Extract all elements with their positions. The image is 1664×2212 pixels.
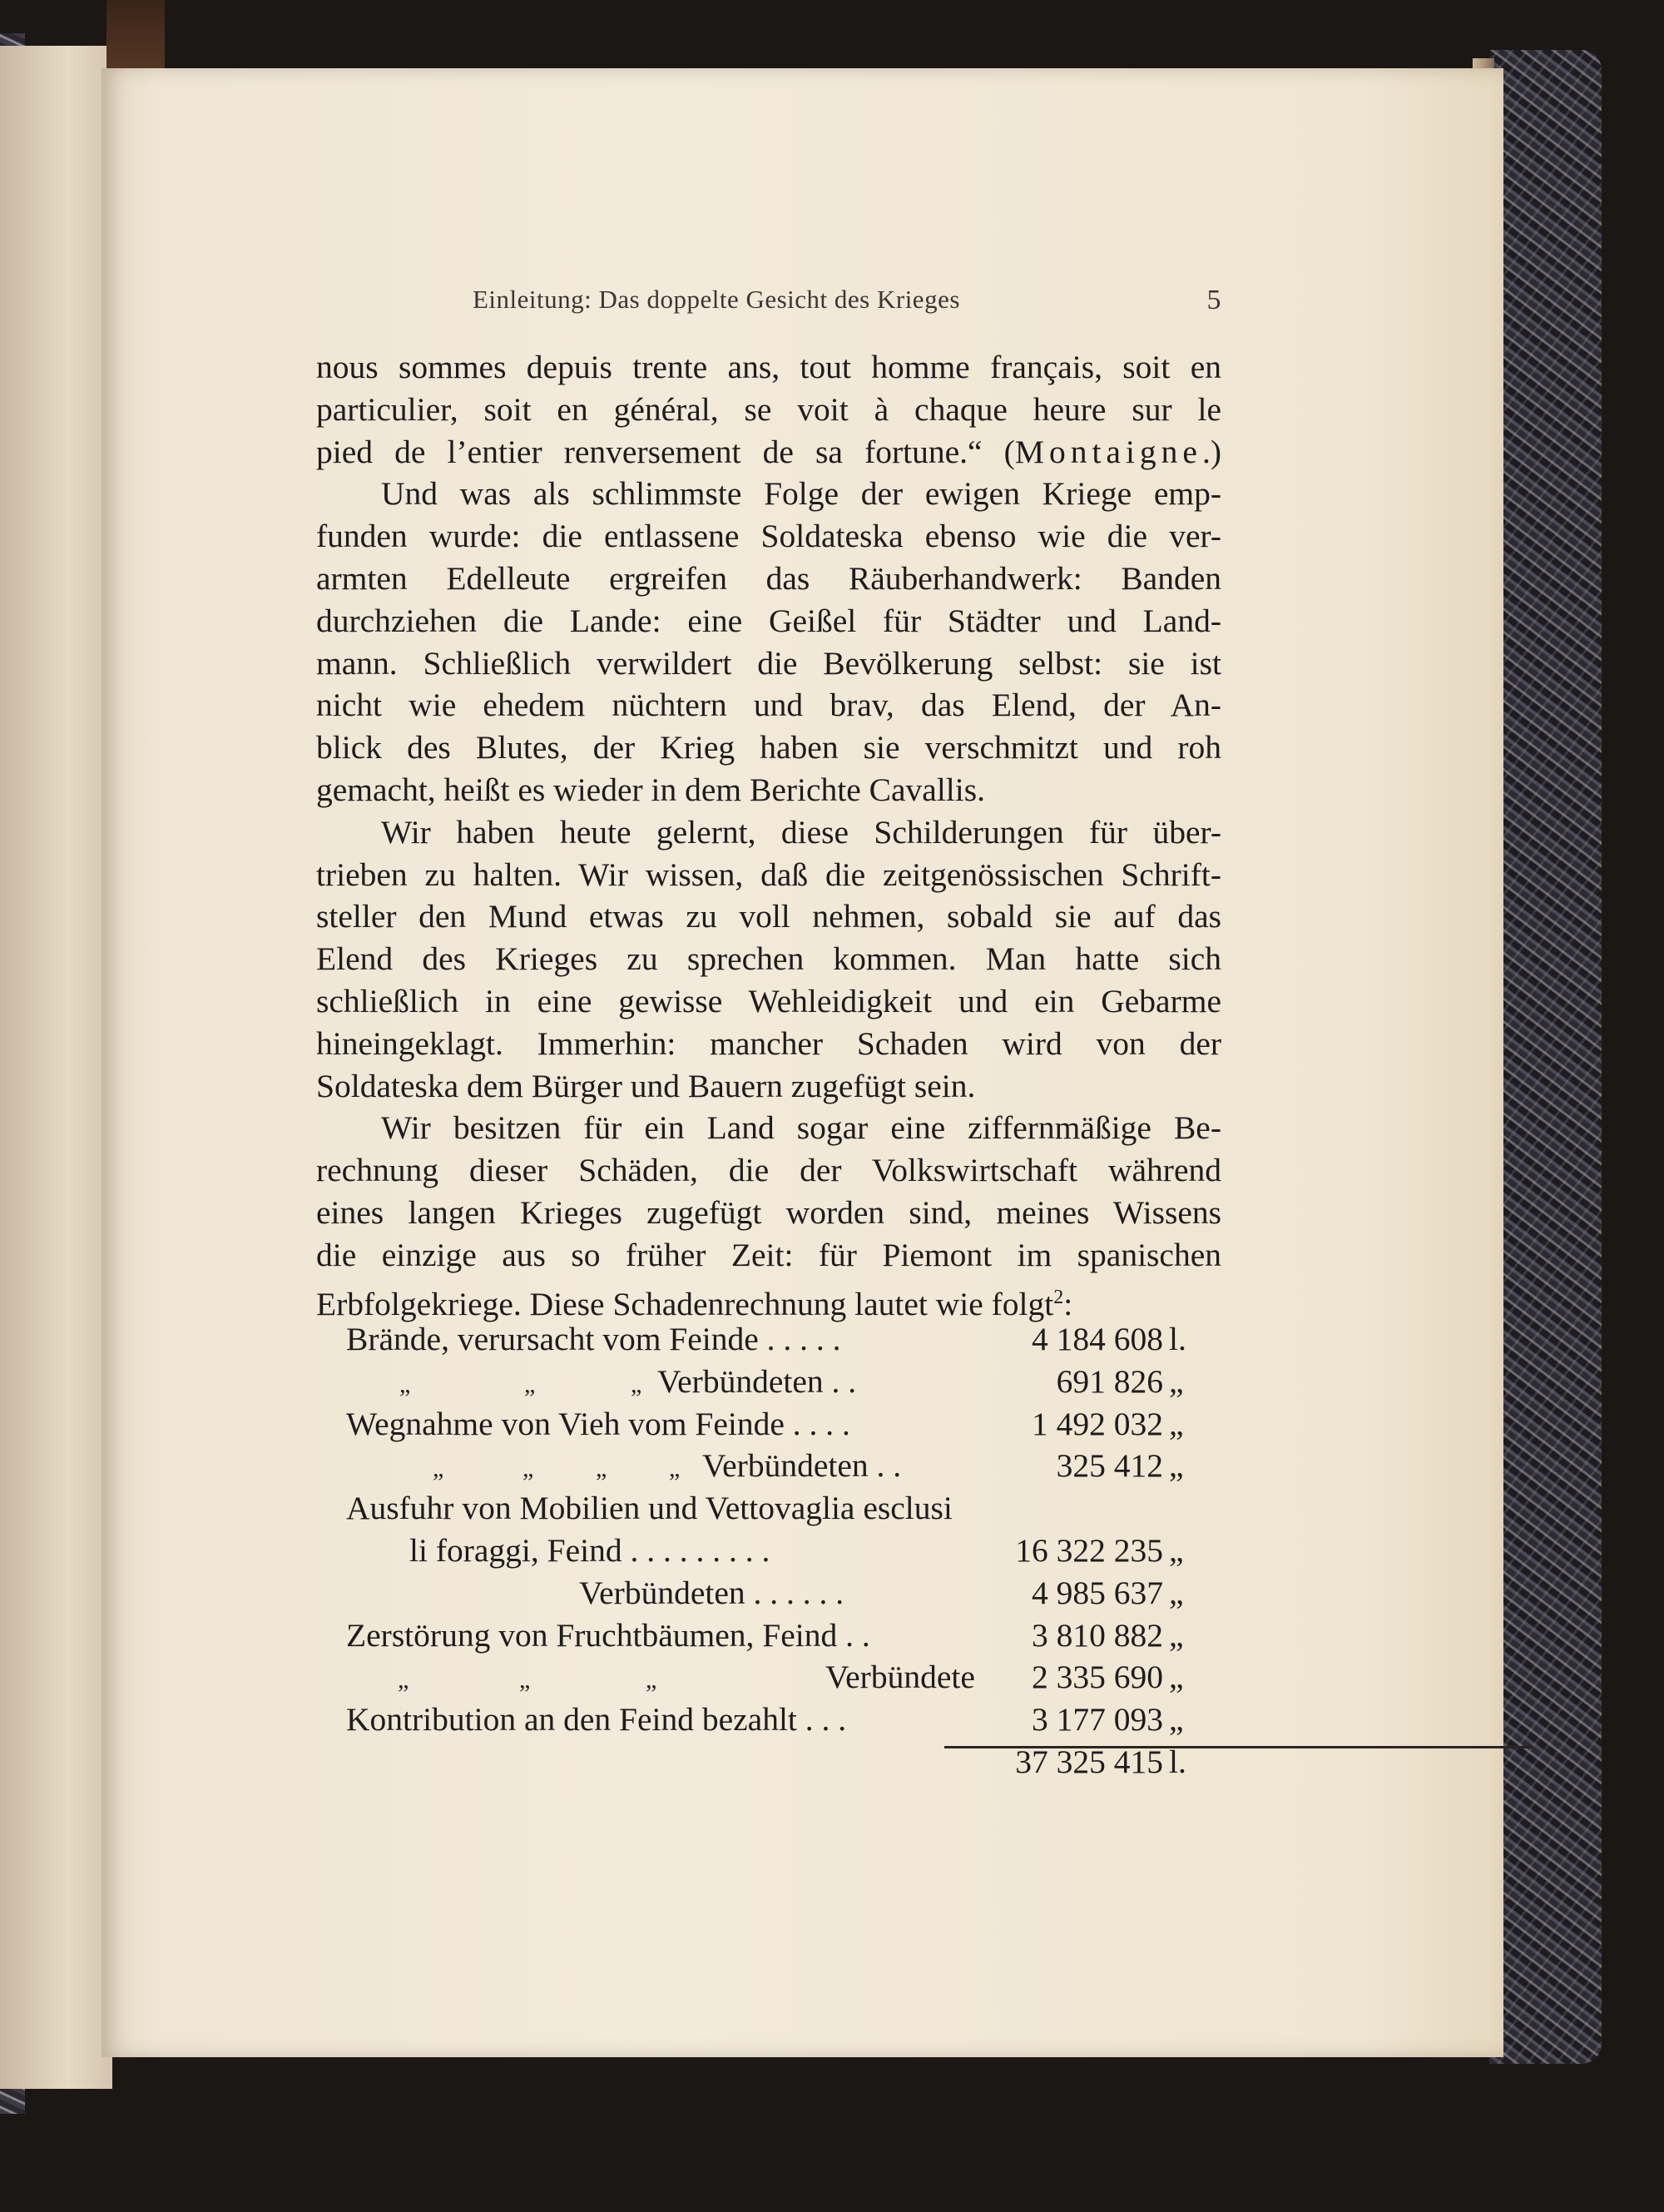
text-line: armten Edelleute ergreifen das Räuberhandwerk: Banden <box>316 559 1221 597</box>
ledger-total-row <box>316 1741 1221 1783</box>
ditto-mark: „ <box>519 1666 531 1694</box>
ledger-unit: „ <box>1169 1574 1184 1611</box>
ledger-unit: „ <box>1169 1659 1184 1696</box>
ledger-row <box>316 1361 1221 1403</box>
ledger-label: Verbündeten . . <box>702 1447 902 1485</box>
ledger-total-amount: 37 325 415 <box>1015 1743 1163 1780</box>
ledger-row <box>316 1572 1221 1614</box>
ledger-label: Verbündeten . . <box>657 1362 857 1400</box>
running-header <box>473 285 1238 326</box>
ledger-amount: 1 492 032 <box>1032 1405 1163 1442</box>
text-line: Elend des Krieges zu sprechen kommen. Man hatte sich <box>316 940 1221 978</box>
ledger-row <box>316 1318 1221 1361</box>
text-line: hineingeklagt. Immerhin: mancher Schaden wird von der <box>316 1024 1221 1062</box>
ledger-label: Ausfuhr von Mobilien und Vettovaglia esclusi <box>346 1490 953 1527</box>
ledger-row <box>316 1656 1221 1699</box>
book-cover-binding <box>1489 50 1602 2064</box>
ditto-mark: „ <box>524 1370 536 1398</box>
ledger-amount: 3 177 093 <box>1032 1701 1163 1738</box>
text-line: schließlich in eine gewisse Wehleidigkeit und ein Gebarme <box>316 982 1221 1019</box>
ledger-row <box>316 1487 1221 1530</box>
ledger-label: Verbündete <box>825 1659 975 1696</box>
footnote-mark: 2 <box>1053 1286 1064 1308</box>
ledger-unit: „ <box>1169 1362 1184 1400</box>
ditto-mark: „ <box>433 1455 444 1483</box>
ledger-label: Brände, verursacht vom Feinde . . . . . <box>346 1321 841 1357</box>
ditto-mark: „ <box>398 1666 409 1694</box>
ledger-unit: „ <box>1169 1701 1184 1738</box>
ledger-label: Zerstörung von Fruchtbäumen, Feind . . <box>346 1616 870 1654</box>
text-line: eines langen Krieges zugefügt worden sind, meines Wissens <box>316 1193 1221 1231</box>
text-line <box>316 431 1221 474</box>
text-line: mann. Schließlich verwildert die Bevölkerung selbst: sie ist <box>316 644 1221 682</box>
ledger-unit: „ <box>1169 1405 1184 1442</box>
text-line: durchziehen die Lande: eine Geißel für Städter und Land- <box>316 602 1221 639</box>
text-segment: Erbfolgekriege. Diese Schadenrechnung lautet wie folgt <box>316 1285 1054 1322</box>
text-line <box>316 1277 1221 1322</box>
ledger-unit: l. <box>1169 1321 1186 1357</box>
ledger-row <box>316 1445 1221 1487</box>
text-line: particulier, soit en général, se voit à chaque heure sur le <box>316 390 1221 428</box>
ledger-label: Kontribution an den Feind bezahlt . . . <box>346 1701 847 1738</box>
text-line: funden wurde: die entlassene Soldateska ebenso wie die ver- <box>316 518 1221 555</box>
ledger-total-unit: l. <box>1169 1743 1186 1780</box>
ledger-amount: 2 335 690 <box>1032 1659 1163 1696</box>
ledger-amount: 4 184 608 <box>1032 1321 1163 1357</box>
ditto-mark: „ <box>646 1666 657 1694</box>
ditto-mark: „ <box>669 1455 681 1483</box>
text-line: Wir haben heute gelernt, diese Schilderungen für über- <box>381 813 1221 851</box>
text-line: gemacht, heißt es wieder in dem Berichte Cavallis. <box>316 771 986 808</box>
ledger-row <box>316 1614 1221 1657</box>
author-name: Montaigne <box>1014 433 1202 470</box>
damage-ledger <box>316 1318 1221 1783</box>
ledger-amount: 3 810 882 <box>1032 1616 1163 1654</box>
ledger-row <box>316 1530 1221 1572</box>
text-line: rechnung dieser Schäden, die der Volkswirtschaft während <box>316 1152 1221 1189</box>
text-segment: pied de l’entier renversement de sa fortune.“ ( <box>316 433 1015 470</box>
ledger-label: Wegnahme von Vieh vom Feinde . . . . <box>346 1405 850 1442</box>
body-text <box>316 346 1221 1322</box>
facing-page-edge <box>0 46 112 2089</box>
ditto-mark: „ <box>596 1455 607 1483</box>
text-line: trieben zu halten. Wir wissen, daß die zeitgenössischen Schrift- <box>316 856 1221 893</box>
ledger-row <box>316 1403 1221 1446</box>
ditto-mark: „ <box>399 1370 411 1398</box>
ledger-unit: „ <box>1169 1531 1184 1569</box>
text-line: steller den Mund etwas zu voll nehmen, sobald sie auf das <box>316 898 1221 935</box>
text-line: die einzige aus so früher Zeit: für Piemont im spanischen <box>316 1236 1221 1273</box>
ledger-unit: „ <box>1169 1447 1184 1485</box>
text-segment: .) <box>1201 433 1221 470</box>
text-line: Soldateska dem Bürger und Bauern zugefügt sein. <box>316 1067 976 1104</box>
page-number: 5 <box>1206 285 1221 315</box>
text-segment: : <box>1063 1285 1073 1322</box>
running-title: Einleitung: Das doppelte Gesicht des Krieges <box>473 285 960 314</box>
text-line: Wir besitzen für ein Land sogar eine ziffernmäßige Be- <box>381 1109 1221 1147</box>
ledger-amount: 4 985 637 <box>1032 1574 1163 1611</box>
ledger-label: Verbündeten . . . . . . <box>579 1574 844 1611</box>
text-line: Und was als schlimmste Folge der ewigen Kriege emp- <box>381 475 1221 513</box>
ledger-amount: 691 826 <box>1056 1362 1163 1400</box>
ledger-label: li foraggi, Feind . . . . . . . . . <box>409 1531 770 1569</box>
text-line: nous sommes depuis trente ans, tout homme français, soit en <box>316 349 1221 385</box>
ledger-unit: „ <box>1169 1616 1184 1654</box>
ledger-row <box>316 1699 1221 1741</box>
ditto-mark: „ <box>522 1455 534 1483</box>
ledger-amount: 325 412 <box>1056 1447 1163 1485</box>
text-line: blick des Blutes, der Krieg haben sie verschmitzt und roh <box>316 729 1221 766</box>
text-line: nicht wie ehedem nüchtern und brav, das Elend, der An- <box>316 687 1221 724</box>
ledger-amount: 16 322 235 <box>1015 1531 1163 1569</box>
ditto-mark: „ <box>631 1370 642 1398</box>
